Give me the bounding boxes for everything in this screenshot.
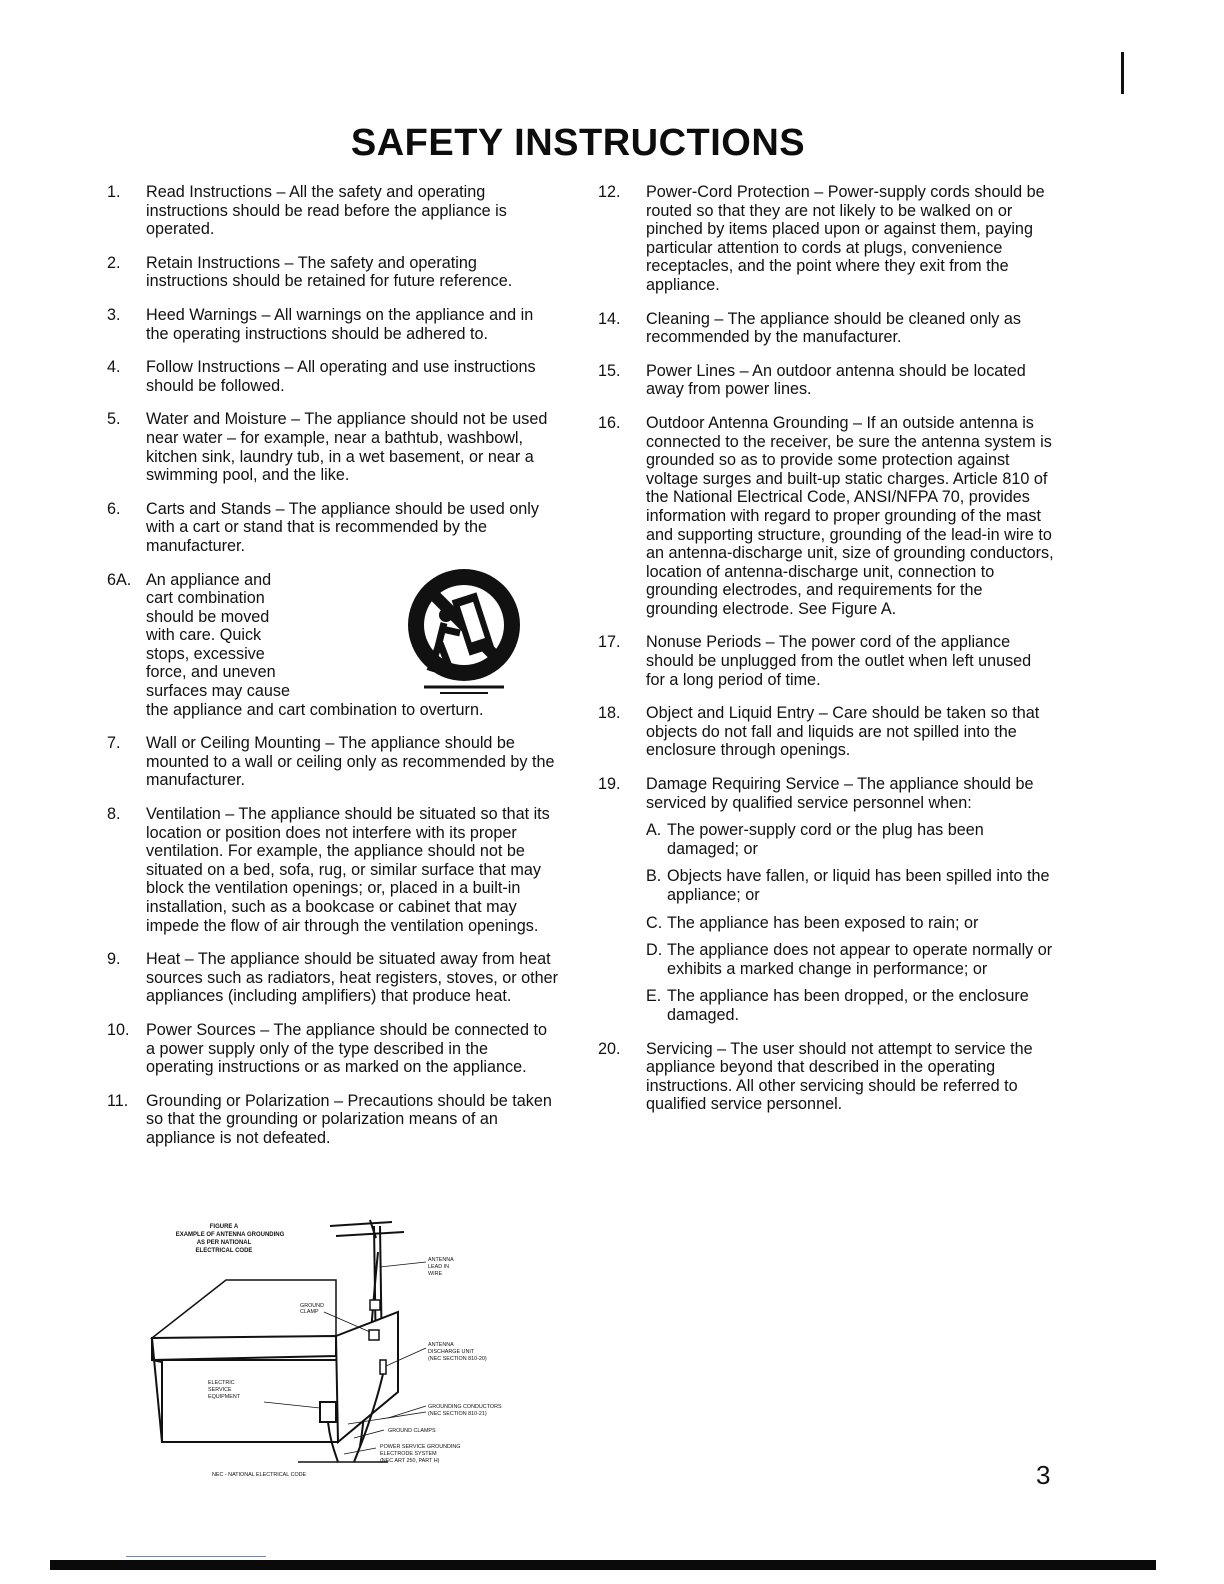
figure-label: DISCHARGE UNIT xyxy=(428,1349,475,1355)
item-number: 9. xyxy=(107,950,121,969)
list-item xyxy=(107,306,559,343)
figure-label: ANTENNA xyxy=(428,1257,454,1263)
figure-footer: NEC - NATIONAL ELECTRICAL CODE xyxy=(212,1472,307,1478)
item-text: Outdoor Antenna Grounding – If an outside antenna is connected to the receiver, be sure the antenna system is grounded so as to provide some protection against voltage surges and built-up static charges. Article 810 of the National Electrical Code, ANSI/NFPA 70, provides information with regard to proper grounding of the mast and supporting structure, grounding of the lead-in wire to an antenna-discharge unit, size of grounding conductors, location of antenna-discharge unit, connection to grounding electrodes, and requirements for the grounding electrode. See Figure A. xyxy=(646,413,1054,618)
figure-label: EQUIPMENT xyxy=(208,1394,241,1400)
item-text: Servicing – The user should not attempt to service the appliance beyond that described in the operating instructions. All other servicing should be referred to qualified service personnel. xyxy=(646,1039,1033,1114)
item-number: 5. xyxy=(107,410,121,429)
sub-item xyxy=(646,987,1054,1024)
sub-item xyxy=(646,821,1054,858)
item-text: Heat – The appliance should be situated away from heat sources such as radiators, heat registers, stoves, or other appliances (including amplifiers) that produce heat. xyxy=(146,950,559,1006)
page-number: 3 xyxy=(1036,1460,1051,1490)
sub-item-letter: B. xyxy=(646,867,662,886)
figure-label: ELECTRODE SYSTEM xyxy=(380,1451,437,1457)
sub-item-letter: D. xyxy=(646,941,663,960)
sub-item-letter: A. xyxy=(646,821,662,840)
item-number: 6A. xyxy=(107,570,132,589)
item-number: 17. xyxy=(598,633,621,652)
item-text: the appliance and cart combination to overturn. xyxy=(146,700,484,719)
sub-item-text: The appliance does not appear to operate normally or exhibits a marked change in performance; or xyxy=(667,941,1053,978)
list-item xyxy=(107,410,559,484)
list-item xyxy=(598,310,1054,347)
item-number: 20. xyxy=(598,1039,621,1058)
right-column xyxy=(598,183,1054,1129)
left-column xyxy=(107,183,559,1163)
list-item xyxy=(107,734,559,790)
figure-title-line: AS PER NATIONAL xyxy=(196,1240,252,1246)
figure-title-line: ELECTRICAL CODE xyxy=(195,1248,253,1254)
ground-clamp-icon xyxy=(369,1330,379,1340)
ground-clamp-icon xyxy=(370,1300,380,1310)
item-number: 12. xyxy=(598,183,621,201)
figure-label: LEAD IN xyxy=(428,1264,449,1270)
figure-label: (NEC ART 250, PART H) xyxy=(380,1458,440,1464)
item-number: 2. xyxy=(107,253,121,272)
item-number: 8. xyxy=(107,805,121,824)
figure-label: (NEC SECTION 810-21) xyxy=(428,1411,487,1417)
figure-label: GROUNDING CONDUCTORS xyxy=(428,1404,502,1410)
item-number: 10. xyxy=(107,1020,130,1039)
figure-title-line: EXAMPLE OF ANTENNA GROUNDING xyxy=(175,1232,285,1238)
sub-item-letter: C. xyxy=(646,913,663,932)
list-item xyxy=(107,254,559,291)
item-text: An appliance and cart combination should be moved with care. Quick stops, excessive force, and uneven surfaces may cause xyxy=(146,570,290,701)
item-text: Carts and Stands – The appliance should be used only with a cart or stand that is recommended by the manufacturer. xyxy=(146,499,539,555)
item-text: Power Lines – An outdoor antenna should be located away from power lines. xyxy=(646,361,1026,399)
figure-label: (NEC SECTION 810-20) xyxy=(428,1356,487,1362)
cart-tipover-warning-icon xyxy=(394,563,534,703)
figure-label: WIRE xyxy=(428,1271,443,1277)
item-text: Water and Moisture – The appliance should not be used near water – for example, near a bathtub, washbowl, kitchen sink, laundry tub, in a wet basement, or near a swimming pool, and the like. xyxy=(146,410,548,485)
sub-item-text: Objects have fallen, or liquid has been spilled into the appliance; or xyxy=(667,867,1050,904)
item-text: Damage Requiring Service – The appliance should be serviced by qualified service personnel when: xyxy=(646,775,1034,812)
figure-label: CLAMP xyxy=(300,1309,319,1315)
list-item xyxy=(598,1040,1054,1114)
item-number: 16. xyxy=(598,413,621,432)
item-text: Ventilation – The appliance should be situated so that its location or position does not interfere with its proper ventilation. For example, the appliance should not be situated on a bed, sofa, rug, or similar surface that may block the ventilation openings; or, placed in a built-in installation, such as a bookcase or cabinet that may impede the flow of air through the ventilation openings. xyxy=(146,805,550,935)
sub-item-text: The appliance has been dropped, or the enclosure damaged. xyxy=(667,987,1029,1024)
house-icon xyxy=(152,1280,398,1442)
figure-label: GROUND CLAMPS xyxy=(388,1428,436,1434)
item-number: 3. xyxy=(107,305,121,324)
item-number: 11. xyxy=(107,1091,129,1110)
item-text: Follow Instructions – All operating and use instructions should be followed. xyxy=(146,358,536,395)
figure-label: SERVICE xyxy=(208,1387,232,1393)
list-item xyxy=(107,358,559,395)
item-text: Power-Cord Protection – Power-supply cords should be routed so that they are not likely to be walked on or pinched by items placed upon or against them, paying particular attention to cords at plugs, convenience receptacles, and the point where they exit from the appliance. xyxy=(646,183,1045,294)
figure-label: ANTENNA xyxy=(428,1342,454,1348)
sub-item-letter: E. xyxy=(646,987,662,1006)
list-item xyxy=(598,362,1054,399)
list-item xyxy=(107,805,559,935)
item-text: Power Sources – The appliance should be connected to a power supply only of the type described in the operating instructions or as marked on the appliance. xyxy=(146,1020,548,1077)
list-item xyxy=(107,183,559,239)
sub-item xyxy=(646,867,1054,904)
list-item xyxy=(598,704,1054,760)
item-number: 18. xyxy=(598,704,621,723)
item-number: 14. xyxy=(598,309,621,328)
list-item xyxy=(107,500,559,556)
item-text: Nonuse Periods – The power cord of the appliance should be unplugged from the outlet when left unused for a long period of time. xyxy=(646,633,1032,689)
page-bottom-border xyxy=(50,1560,1156,1570)
item-text: Grounding or Polarization – Precautions should be taken so that the grounding or polarization means of an appliance is not defeated. xyxy=(146,1091,552,1147)
item-text: Wall or Ceiling Mounting – The appliance should be mounted to a wall or ceiling only as recommended by the manufacturer. xyxy=(146,734,555,790)
item-text: Read Instructions – All the safety and operating instructions should be read before the appliance is operated. xyxy=(146,183,507,239)
list-item xyxy=(598,183,1054,295)
item-number: 15. xyxy=(598,361,621,380)
item-number: 4. xyxy=(107,358,121,377)
figure-label: GROUND xyxy=(300,1303,324,1309)
item-number: 19. xyxy=(598,775,621,794)
list-item xyxy=(598,775,1054,1025)
list-item xyxy=(107,1021,559,1077)
item-text: Heed Warnings – All warnings on the appliance and in the operating instructions should be adhered to. xyxy=(146,305,534,343)
sub-item xyxy=(646,914,1054,933)
electric-service-box-icon xyxy=(320,1402,336,1422)
list-item xyxy=(107,1092,559,1148)
figure-label: ELECTRIC xyxy=(208,1380,235,1386)
sub-item-text: The appliance has been exposed to rain; or xyxy=(667,913,979,932)
list-item xyxy=(598,414,1054,619)
item-number: 6. xyxy=(107,499,121,518)
margin-mark xyxy=(1121,52,1124,94)
antenna-grounding-figure xyxy=(148,1212,528,1482)
list-item xyxy=(107,571,559,720)
page-title: SAFETY INSTRUCTIONS xyxy=(350,122,806,164)
list-item xyxy=(107,950,559,1006)
divider xyxy=(126,1556,266,1557)
item-text: Cleaning – The appliance should be cleaned only as recommended by the manufacturer. xyxy=(646,309,1021,347)
item-number: 1. xyxy=(107,183,121,201)
item-text: Object and Liquid Entry – Care should be taken so that objects do not fall and liquids are not spilled into the enclosure through openings. xyxy=(646,704,1040,760)
sub-item-text: The power-supply cord or the plug has been damaged; or xyxy=(667,821,984,858)
item-text: Retain Instructions – The safety and operating instructions should be retained for future reference. xyxy=(146,253,513,291)
list-item xyxy=(598,633,1054,689)
discharge-unit-icon xyxy=(380,1360,386,1374)
item-number: 7. xyxy=(107,734,121,753)
figure-label: POWER SERVICE GROUNDING xyxy=(380,1444,461,1450)
figure-title-line: FIGURE A xyxy=(209,1224,239,1230)
sub-item xyxy=(646,941,1054,978)
